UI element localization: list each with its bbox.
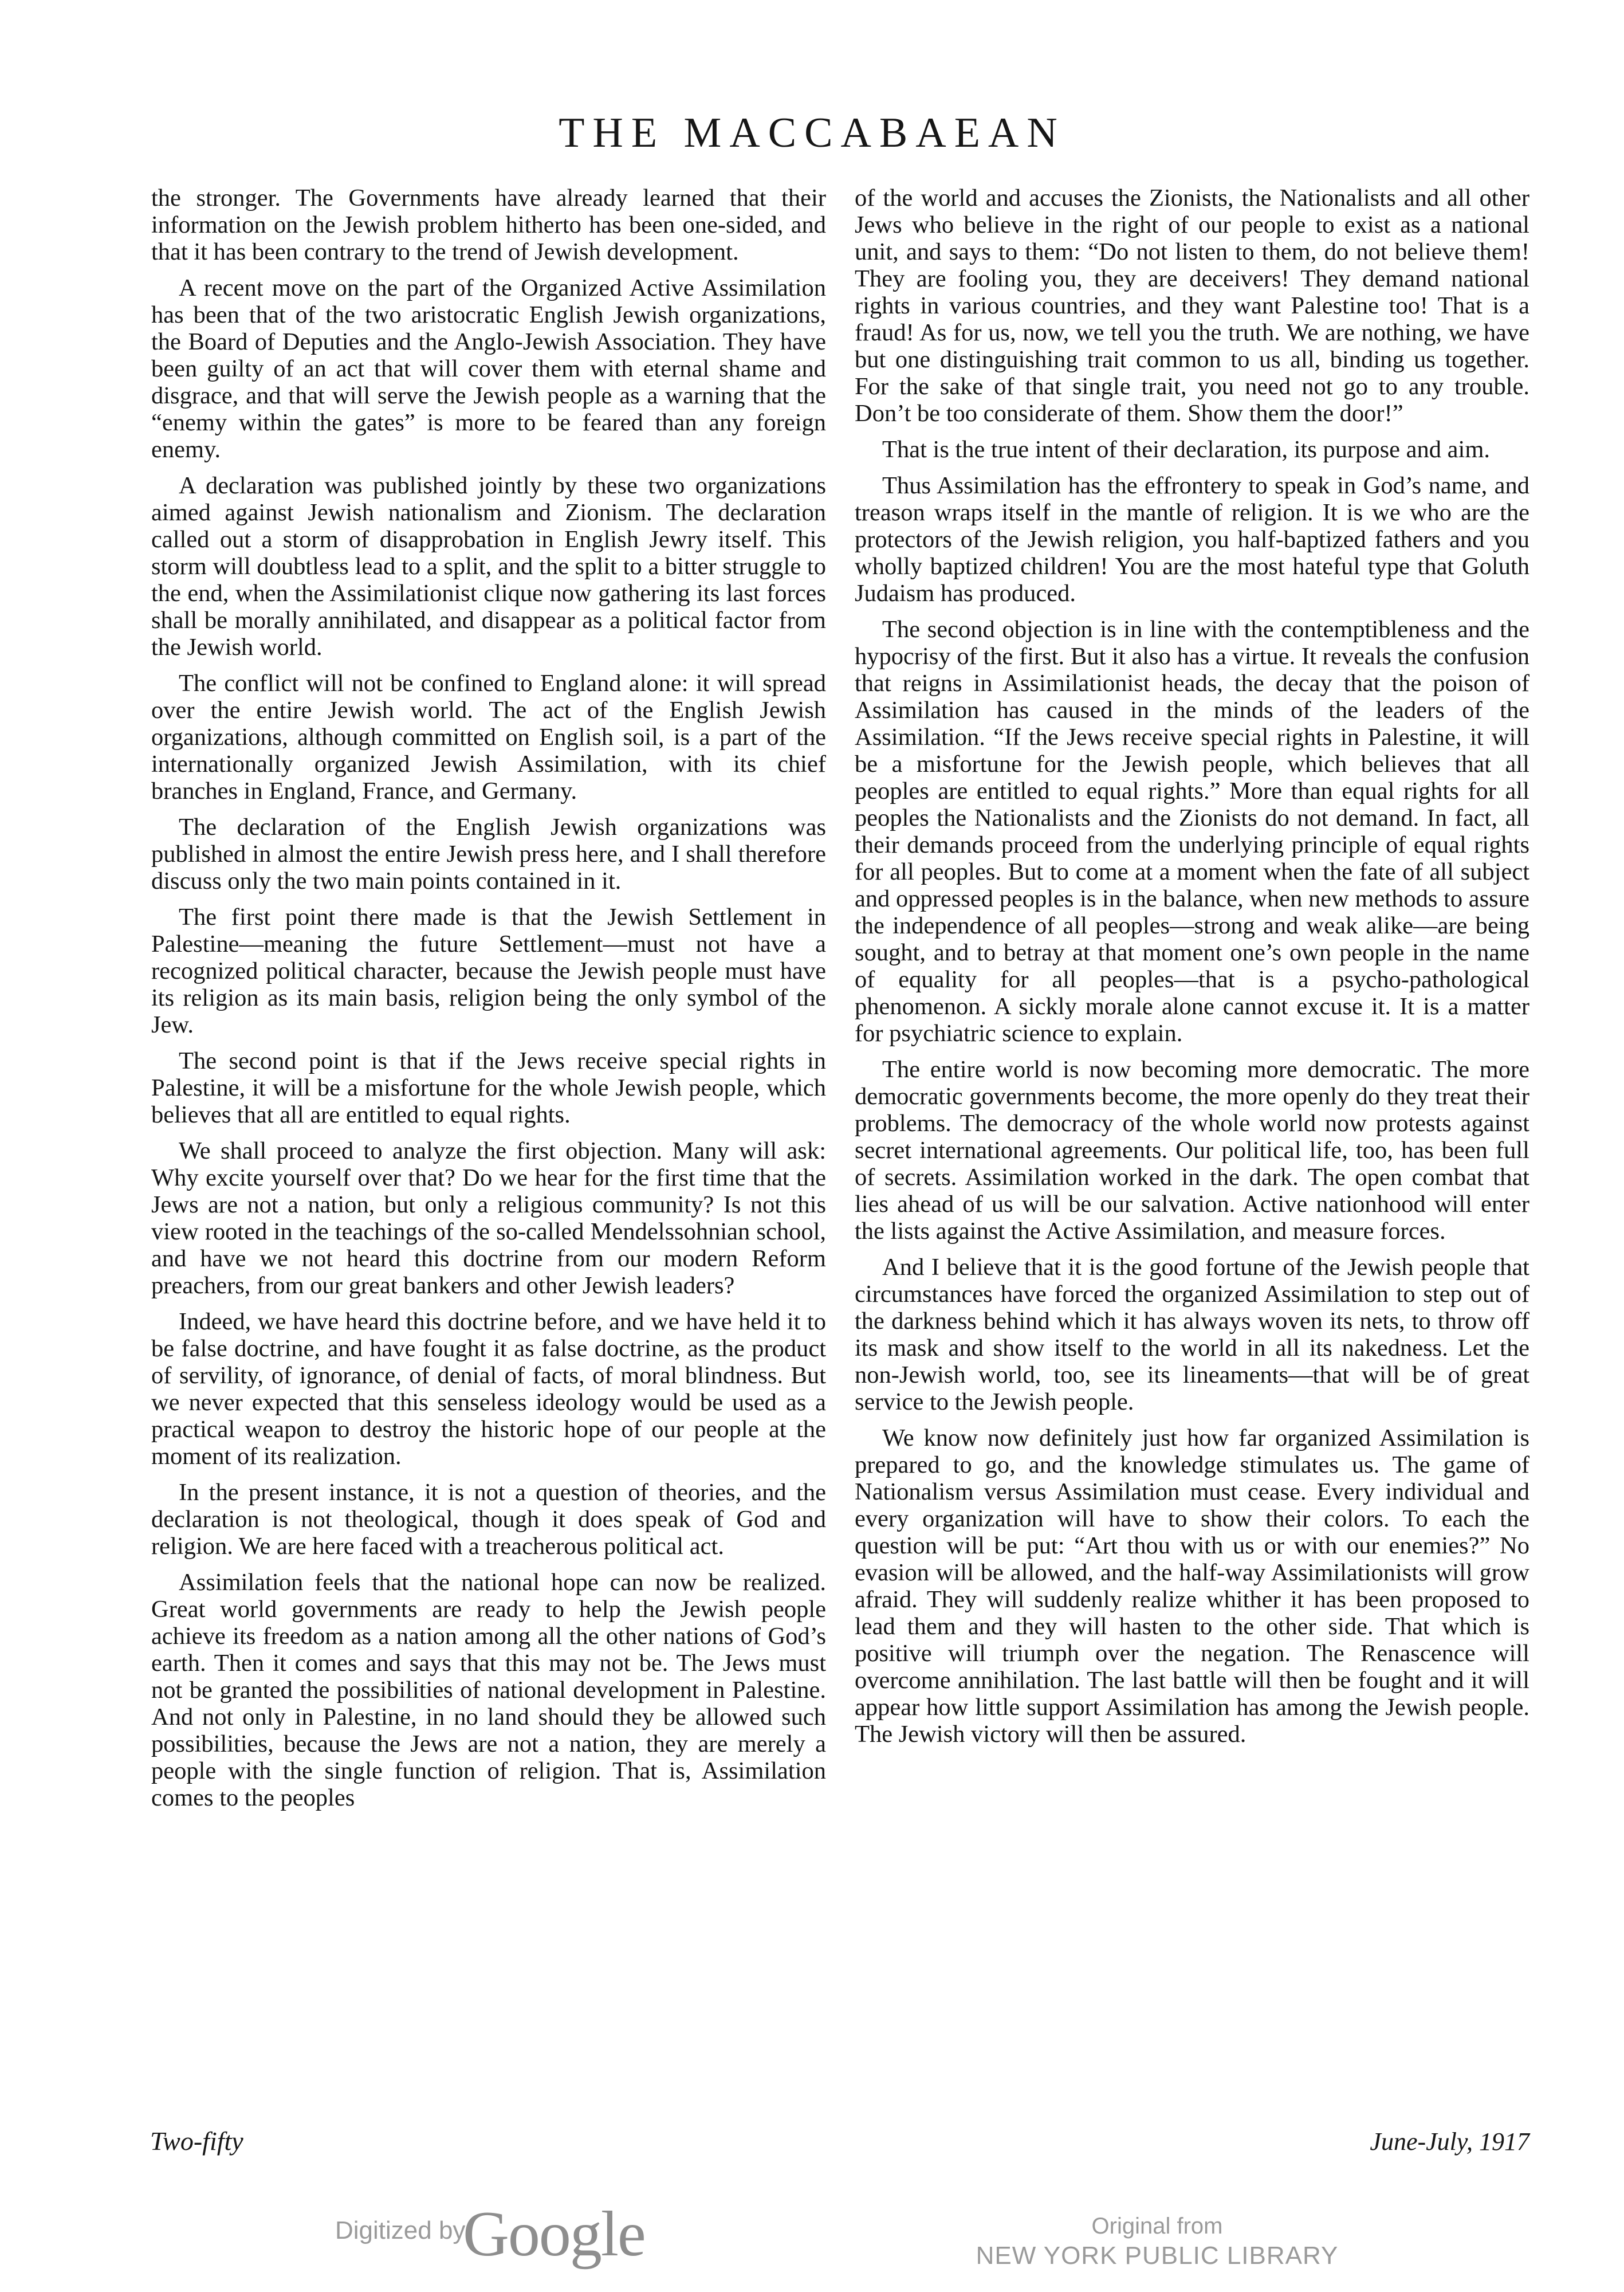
left-column: [151, 185, 826, 1820]
paragraph: A declaration was published jointly by these two organizations aimed against Jewish nationalism and Zionism. The declaration called out a storm of disapprobation in English Jewry itself. This storm will doubtless lead to a split, and the split to a bitter struggle to the end, when the Assimilationist clique now gathering its last forces shall be morally annihilated, and disappear as a political factor from the Jewish world.: [151, 472, 826, 661]
right-column: [855, 185, 1529, 1757]
paragraph: of the world and accuses the Zionists, the Nationalists and all other Jews who believe in the right of our people to exist as a national unit, and says to them: “Do not listen to them, do not believe them! They are fooling you, they are deceivers! They demand national rights in various countries, and they want Palestine too! That is a fraud! As for us, now, we tell you the truth. We are nothing, we have but one distinguishing trait common to us all, binding us together. For the sake of that single trait, you need not go to any trouble. Don’t be too considerate of them. Show them the door!”: [855, 185, 1529, 427]
paragraph: That is the true intent of their declaration, its purpose and aim.: [882, 436, 1491, 463]
paragraph: The second point is that if the Jews receive special rights in Palestine, it will be a misfortune for the whole Jewish people, which believes that all are entitled to equal rights.: [151, 1047, 826, 1128]
paragraph: In the present instance, it is not a question of theories, and the declaration is not theological, though it does speak of God and religion. We are here faced with a treacherous political act.: [151, 1479, 826, 1560]
paragraph: A recent move on the part of the Organized Active Assimilation has been that of the two aristocratic English Jewish organizations, the Board of Deputies and the Anglo-Jewish Association. They have been guilty of an act that will cover them with eternal shame and disgrace, and that will serve the Jewish people as a warning that the “enemy within the gates” is more to be feared than any foreign enemy.: [151, 274, 826, 463]
issue-date: June-July, 1917: [1370, 2128, 1529, 2156]
paragraph: The conflict will not be confined to England alone: it will spread over the entire Jewish world. The act of the English Jewish organizations, although committed on English soil, is a part of the internationally organized Jewish Assimilation, with its chief branches in England, France, and Germany.: [151, 670, 826, 804]
paragraph: And I believe that it is the good fortune of the Jewish people that circumstances have forced the organized Assimilation to step out of the darkness behind which it has always woven its nets, to throw off its mask and show itself to the world in all its nakedness. Let the non-Jewish world, too, see its lineaments—that will be of great service to the Jewish people.: [855, 1254, 1529, 1415]
page-title: THE MACCABAEAN: [559, 109, 1065, 156]
paragraph: the stronger. The Governments have already learned that their information on the Jewish problem hitherto has been one-sided, and that it has been contrary to the trend of Jewish development.: [151, 185, 826, 265]
digitized-by-label: Digitized by: [335, 2216, 466, 2244]
paragraph: We shall proceed to analyze the first objection. Many will ask: Why excite yourself over that? Do we hear for the first time that the Jews are not a nation, but only a religious community? Is not this view rooted in the teachings of the so-called Mendelssohnian school, and have we not heard this doctrine from our modern Reform preachers, from our great bankers and other Jewish leaders?: [151, 1137, 826, 1299]
paragraph: The first point there made is that the Jewish Settlement in Palestine—meaning the future Settlement—must not have a recognized political character, because the Jewish people must have its religion as its main basis, religion being the only symbol of the Jew.: [151, 904, 826, 1038]
original-source: [974, 2212, 1340, 2271]
paragraph: Thus Assimilation has the effrontery to speak in God’s name, and treason wraps itself in the mantle of religion. It is we who are the protectors of the Jewish religion, you half-baptized fathers and you wholly baptized children! You are the most hateful type that Goluth Judaism has produced.: [855, 472, 1529, 607]
paragraph: Assimilation feels that the national hope can now be realized. Great world governments are ready to help the Jewish people achieve its freedom as a nation among all the other nations of God’s earth. Then it comes and says that this may not be. The Jews must not be granted the possibilities of national development in Palestine. And not only in Palestine, in no land should they be allowed such possibilities, because the Jews are not a nation, they are merely a people with the single function of religion. That is, Assimilation comes to the peoples: [151, 1569, 826, 1811]
original-from-label: Original from: [1091, 2213, 1223, 2239]
paragraph: The entire world is now becoming more democratic. The more democratic governments become, the more openly do they treat their problems. The democracy of the whole world now protests against secret international agreements. Our political life, too, has been full of secrets. Assimilation worked in the dark. The open combat that lies ahead of us will be our salvation. Active nationhood will enter the lists against the Active Assimilation, and measure forces.: [855, 1056, 1529, 1245]
page-number: Two-fifty: [150, 2126, 243, 2156]
paragraph: Indeed, we have heard this doctrine before, and we have held it to be false doctrine, and have fought it as false doctrine, as the product of servility, of ignorance, of denial of facts, of moral blindness. But we never expected that this senseless ideology would be used as a practical weapon to destroy the historic hope of our people at the moment of its realization.: [151, 1308, 826, 1470]
library-name: NEW YORK PUBLIC LIBRARY: [976, 2242, 1339, 2270]
paragraph: The declaration of the English Jewish organizations was published in almost the entire Jewish press here, and I shall therefore discuss only the two main points contained in it.: [151, 814, 826, 894]
google-logo: Google: [463, 2199, 645, 2270]
paragraph: The second objection is in line with the contemptibleness and the hypocrisy of the first. But it also has a virtue. It reveals the confusion that reigns in Assimilationist heads, the decay that the poison of Assimilation has caused in the minds of the leaders of the Assimilation. “If the Jews receive special rights in Palestine, it will be a misfortune for the Jewish people, which believes that all peoples are entitled to equal rights.” More than equal rights for all peoples the Nationalists and the Zionists do not demand. In fact, all their demands proceed from the underlying principle of equal rights for all peoples. But to come at a moment when the fate of all subject and oppressed peoples is in the balance, when new methods to assure the independence of all peoples—strong and weak alike—are being sought, and to betray at that moment one’s own people in the name of equality for all peoples—that is a psycho-pathological phenomenon. A sickly morale alone cannot excuse it. It is a matter for psychiatric science to explain.: [855, 616, 1529, 1047]
paragraph: We know now definitely just how far organized Assimilation is prepared to go, and the knowledge stimulates us. The game of Nationalism versus Assimilation must cease. Every individual and every organization will have to show their colors. To each the question will be put: “Art thou with us or with our enemies?” No evasion will be allowed, and the half-way Assimilationists will grow afraid. They will suddenly realize whither it has been proposed to lead them and they will hasten to the other side. That which is positive will triumph over the negation. The Renascence will overcome annihilation. The last battle will then be fought and it will appear how little support Assimilation has among the Jewish people. The Jewish victory will then be assured.: [855, 1424, 1529, 1748]
